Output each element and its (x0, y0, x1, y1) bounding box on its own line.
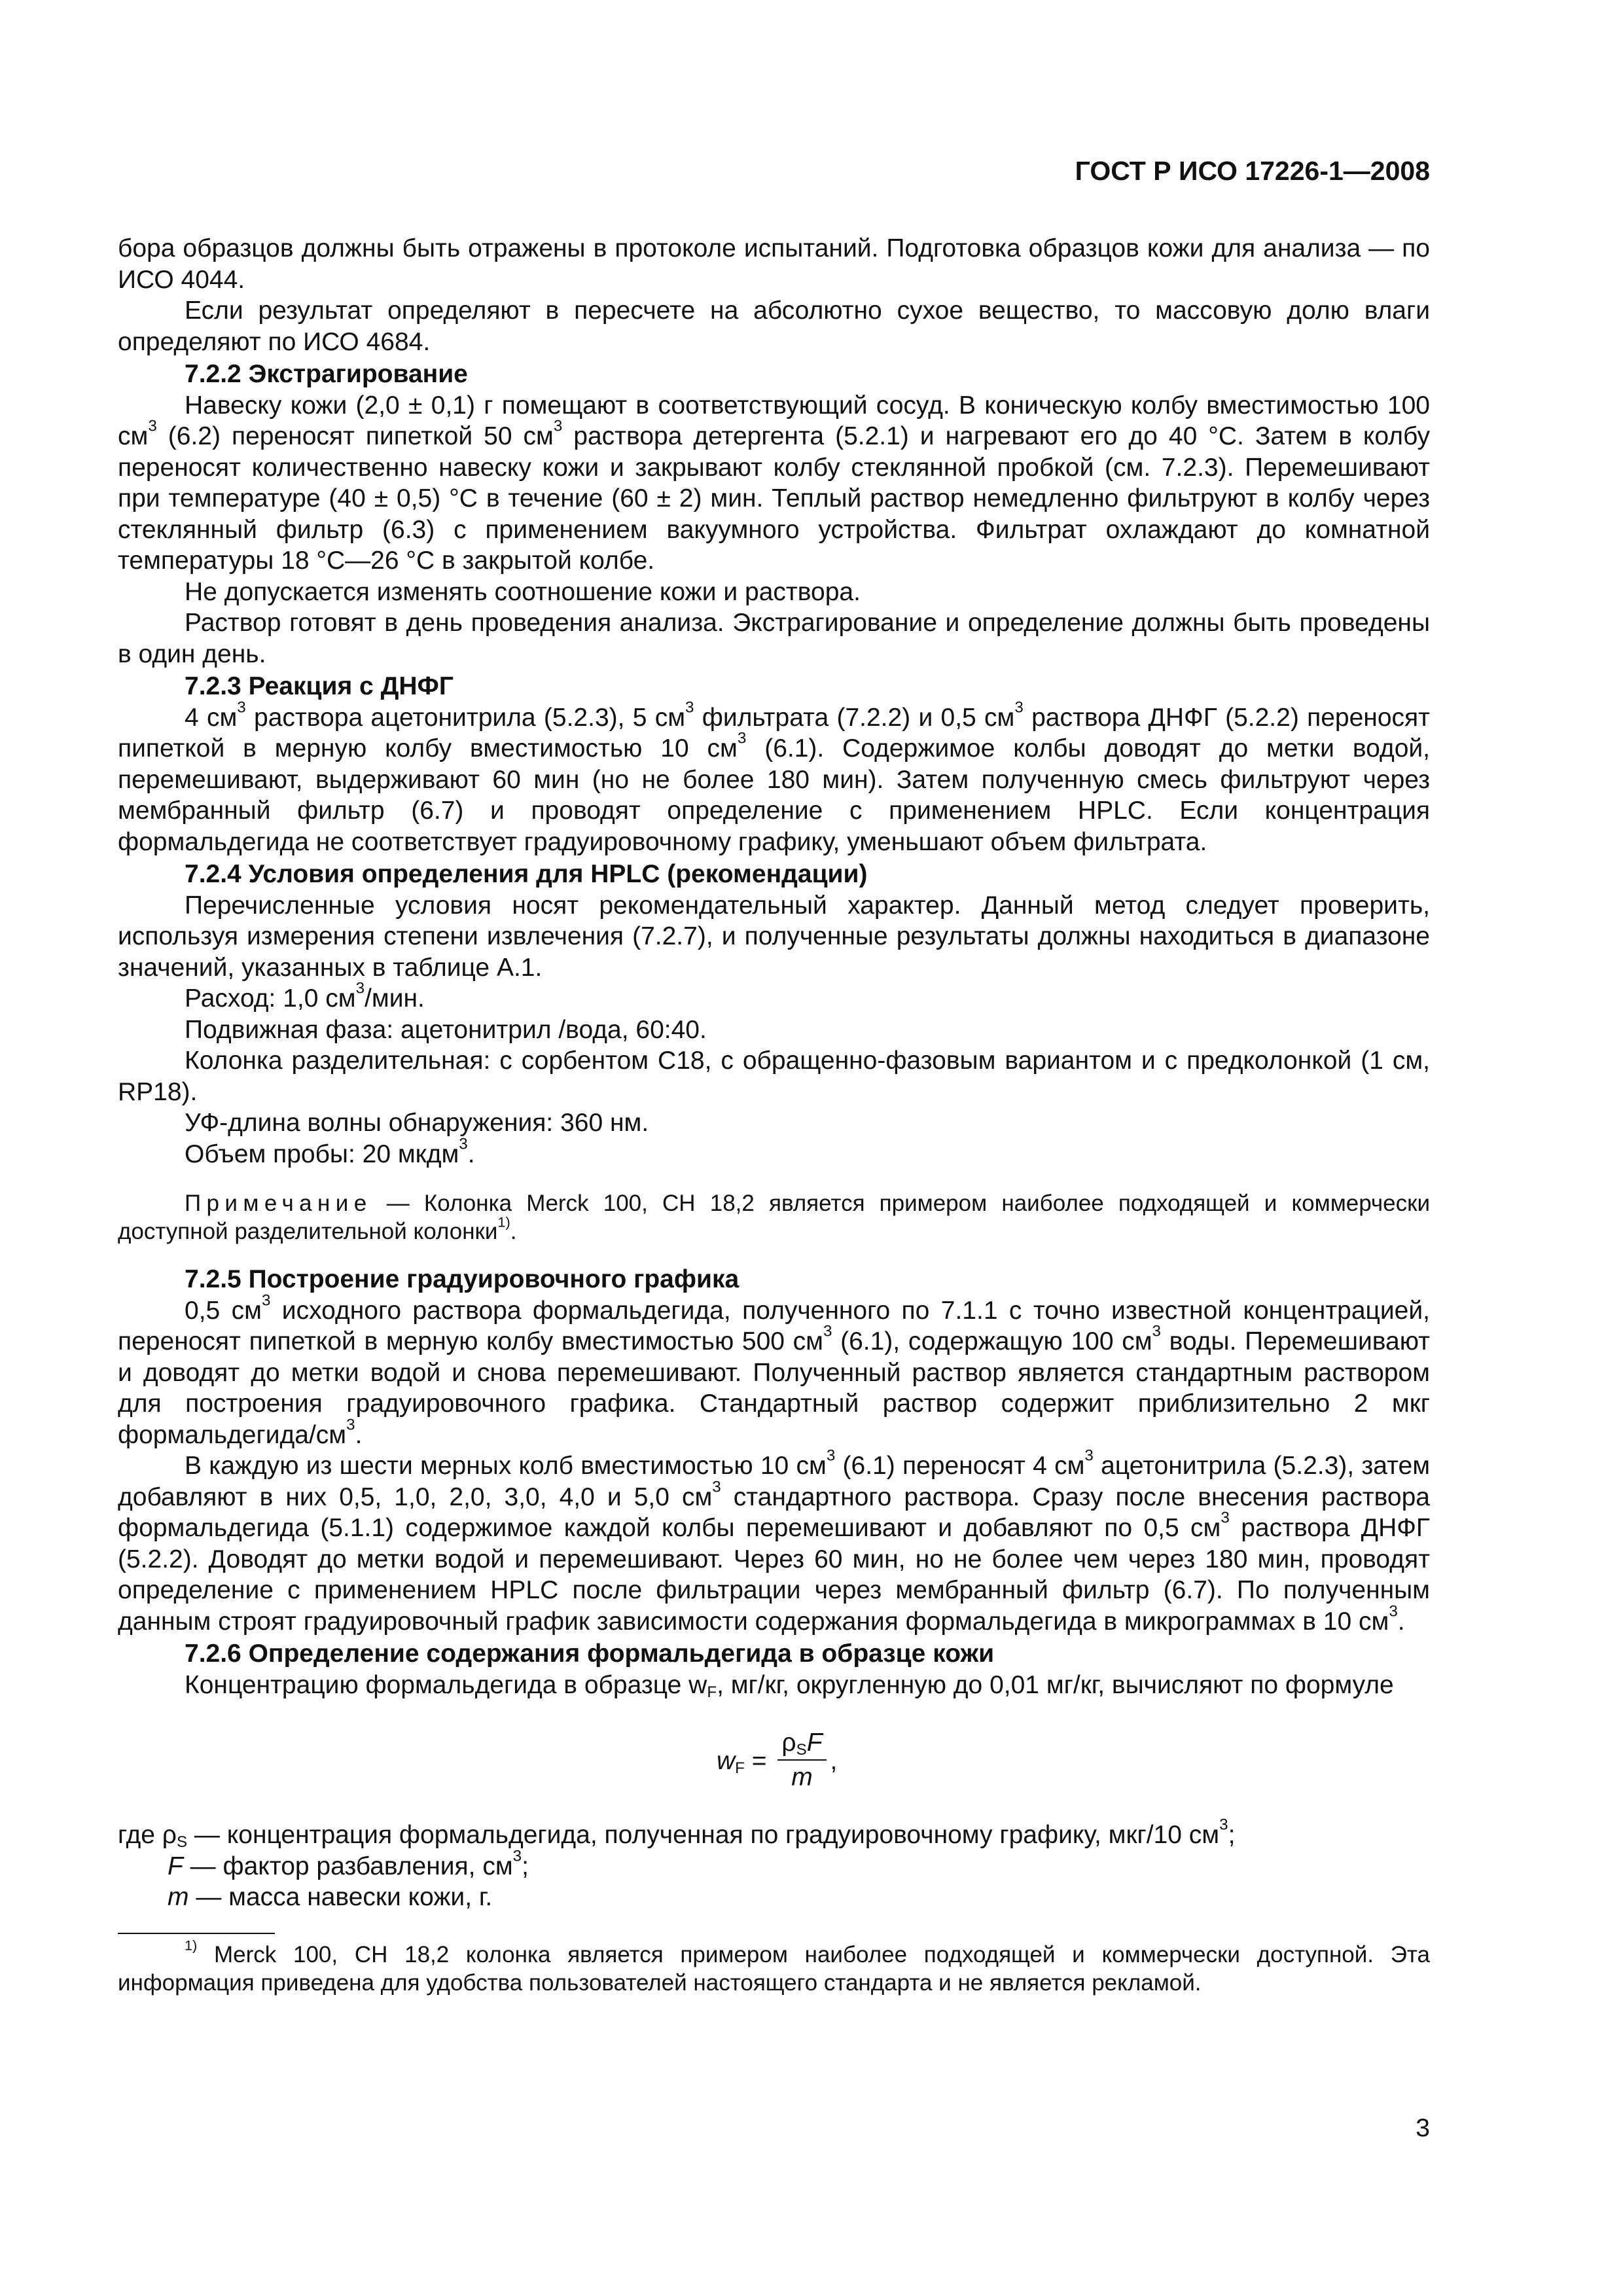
text-run: стандартного раствора. Сразу после внесения раствора формальдегида (5.1.1) содержимое каждой колбы перемешивают и добавляют по 0,5 см (118, 1482, 1430, 1542)
note-label: Примечание (185, 1191, 372, 1216)
text-run: (6.1) переносят 4 см (835, 1452, 1085, 1480)
footnote-marker: 1) (185, 1937, 198, 1954)
section-heading-7-2-2: 7.2.2 Экстрагирование (185, 360, 468, 388)
superscript: 3 (1152, 1322, 1161, 1340)
text-run: раствора ДНФГ (5.2.2) переносят пипеткой в мерную колбу вместимостью 10 см (118, 703, 1430, 762)
formula-symbol: ρ (781, 1729, 796, 1757)
formula-numerator (777, 1728, 826, 1761)
note-text: — Колонка Merck 100, CH 18,2 является примером наиболее подходящей и коммерчески доступной разделительной колонки (118, 1191, 1430, 1244)
paragraph (118, 233, 1430, 295)
formula-lhs (717, 1746, 745, 1777)
footnote (118, 1937, 1430, 1997)
subscript: S (796, 1741, 807, 1759)
superscript: 3 (737, 729, 747, 747)
text-run: 0,5 см (185, 1296, 262, 1325)
paragraph: Подвижная фаза: ацетонитрил /вода, 60:40. (185, 1015, 707, 1044)
paragraph (118, 979, 1430, 1014)
paragraph: Колонка разделительная: с сорбентом С18, с обращенно-фазовым вариантом и с предколонкой (1 см, RP18). (118, 1047, 1430, 1106)
superscript: 3 (823, 1322, 832, 1340)
paragraph (118, 1670, 1430, 1701)
text-run: Расход: 1,0 см (185, 984, 356, 1013)
paragraph (118, 1134, 1430, 1170)
note (118, 1189, 1430, 1246)
paragraph: УФ-длина волны обнаружения: 360 нм. (185, 1109, 649, 1137)
text-run: В каждую из шести мерных колб вместимостью 10 см (185, 1452, 827, 1480)
text-run: фильтрата (7.2.2) и 0,5 см (694, 703, 1015, 732)
definition-m (118, 1882, 1430, 1913)
paragraph (118, 1446, 1431, 1637)
document-id-header: ГОСТ Р ИСО 17226-1—2008 (1075, 156, 1430, 186)
paragraph: Перечисленные условия носят рекомендательный характер. Данный метод следует проверить, используя измерения степени извлечения (7.2.7), и полученные результаты должны находиться в диапазоне значений, указанных в таблице А.1. (118, 891, 1430, 982)
text-run: . (355, 1420, 363, 1449)
paragraph (118, 390, 1430, 577)
superscript: 3 (1221, 1509, 1230, 1527)
text-run: Концентрацию формальдегида в образце w (185, 1670, 707, 1699)
paragraph-text: бора образцов должны быть отражены в протоколе испытаний. Подготовка образцов кожи для анализа — по ИСО 4044. (118, 234, 1430, 294)
formula-symbol: ρ (162, 1821, 177, 1849)
text-run: ацетонитрила (5.2.3), затем добавляют в них 0,5, 1,0, 2,0, 3,0, 4,0 и 5,0 см (118, 1452, 1431, 1511)
paragraph-text: Если результат определяют в пересчете на абсолютно сухое вещество, то массовую долю влаги определяют по ИСО 4684. (118, 296, 1430, 356)
footnote-divider (118, 1933, 275, 1934)
text-run: ; (1228, 1821, 1236, 1849)
subscript: F (735, 1759, 745, 1778)
definition-F (118, 1846, 1430, 1882)
text-run: /мин. (365, 984, 425, 1013)
section-heading-7-2-6: 7.2.6 Определение содержания формальдегида в образце кожи (185, 1640, 995, 1668)
text-run: 4 см (185, 703, 238, 732)
text-run: , мг/кг, округленную до 0,01 мг/кг, вычисляют по формуле (717, 1670, 1394, 1699)
subscript: F (707, 1683, 717, 1701)
text-run: ; (522, 1852, 529, 1880)
page-number: 3 (1416, 2114, 1430, 2142)
superscript: 3 (826, 1446, 836, 1465)
superscript: 3 (1219, 1816, 1228, 1834)
superscript: 3 (355, 979, 365, 997)
superscript: 3 (237, 698, 246, 716)
text-run: (6.1). Содержимое колбы доводят до метки водой, перемешивают, выдерживают 60 мин (но не более 180 мин). Затем полученную смесь фильтруют через мембранный фильтр (6.7) и проводят определение с применением HPLC. Если концентрация формальдегида не соответствует градуировочному графику, уменьшают объем фильтрата. (118, 734, 1431, 856)
footnote-text: Merck 100, CH 18,2 колонка является примером наиболее подходящей и коммерчески доступной. Эта информация приведена для удобства пользователей настоящего стандарта и не является рекламой. (118, 1941, 1430, 1996)
formula-comma: , (830, 1747, 838, 1776)
text-run: раствора ДНФГ (5.2.2). Доводят до метки водой и перемешивают. Через 60 мин, но не более чем через 180 мин, проводят определение с применением HPLC после фильтрации через мембранный фильтр (6.7). По полученным данным строят градуировочный график зависимости содержания формальдегида в микрограммах в 10 см (118, 1514, 1431, 1636)
formula-equals: = (744, 1747, 774, 1776)
definition-rho (118, 1816, 1430, 1852)
superscript: 3 (1084, 1446, 1094, 1465)
formula-symbol: F (806, 1729, 823, 1757)
superscript: 3 (148, 417, 157, 435)
document-body (118, 233, 1430, 1997)
superscript: 3 (346, 1415, 355, 1433)
superscript: 3 (685, 698, 694, 716)
formula-block (118, 1713, 1430, 1812)
formula-fraction (777, 1728, 826, 1795)
text-run: воды. Перемешивают и доводят до метки водой и снова перемешивают. Полученный раствор является стандартным раствором для построения градуировочного графика. Стандартный раствор содержит приблизительно 2 мкг формальдегида/см (118, 1327, 1430, 1449)
text-run: — концентрация формальдегида, полученная по градуировочному графику, мкг/10 см (187, 1821, 1220, 1849)
text-run: (6.2) переносят пипеткой 50 см (156, 422, 554, 450)
text-run: раствора ацетонитрила (5.2.3), 5 см (245, 703, 686, 732)
superscript: 3 (459, 1134, 468, 1153)
text-run: Объем пробы: 20 мкдм (185, 1139, 459, 1168)
text-run: . (1397, 1607, 1405, 1636)
formula-symbol: w (717, 1747, 736, 1776)
paragraph: Раствор готовят в день проведения анализа. Экстрагирование и определение должны быть проведены в один день. (118, 609, 1430, 668)
paragraph (118, 1291, 1430, 1451)
paragraph: Не допускается изменять соотношение кожи и раствора. (185, 577, 861, 606)
superscript: 3 (512, 1846, 522, 1865)
text-run: раствора детергента (5.2.1) и нагревают его до 40 °С. Затем в колбу переносят количественно навеску кожи и закрывают колбу стеклянной пробкой (см. 7.2.3). Перемешивают при температуре (40 ± 0,5) °С в течение (60 ± 2) мин. Теплый раствор немедленно фильтруют в колбу через стеклянный фильтр (6.3) с применением вакуумного устройства. Фильтрат охлаждают до комнатной температуры 18 °С—26 °С в закрытой колбе. (118, 422, 1430, 575)
paragraph (118, 295, 1430, 357)
text-run: — масса навески кожи, г. (188, 1883, 493, 1911)
superscript: 3 (553, 417, 563, 435)
section-heading-7-2-3: 7.2.3 Реакция с ДНФГ (185, 672, 454, 700)
superscript: 3 (1389, 1602, 1398, 1620)
text-run: Навеску кожи (2,0 ± 0,1) г помещают в соответствующий сосуд. В коническую колбу вместимостью 100 см (118, 391, 1430, 450)
section-heading-7-2-5: 7.2.5 Построение градуировочного графика (185, 1265, 740, 1293)
superscript: 3 (1014, 698, 1024, 716)
text-run: . (467, 1139, 475, 1168)
paragraph (118, 698, 1431, 858)
text-run: где (118, 1821, 162, 1849)
text-run: — фактор разбавления, см (183, 1852, 513, 1880)
text-run: (6.1), содержащую 100 см (832, 1327, 1152, 1355)
subscript: S (176, 1833, 188, 1852)
formula-symbol: F (168, 1852, 183, 1880)
text-run: исходного раствора формальдегида, полученного по 7.1.1 с точно известной концентрацией, переносят пипеткой в мерную колбу вместимостью 500 см (118, 1296, 1430, 1355)
superscript: 3 (261, 1291, 271, 1309)
text-run: . (510, 1219, 517, 1244)
formula-denominator: m (791, 1763, 813, 1791)
formula (717, 1728, 837, 1795)
formula-symbol: m (168, 1883, 189, 1911)
section-heading-7-2-4: 7.2.4 Условия определения для HPLC (рекомендации) (185, 860, 868, 888)
superscript: 3 (712, 1477, 721, 1496)
footnote-ref: 1) (497, 1213, 510, 1230)
